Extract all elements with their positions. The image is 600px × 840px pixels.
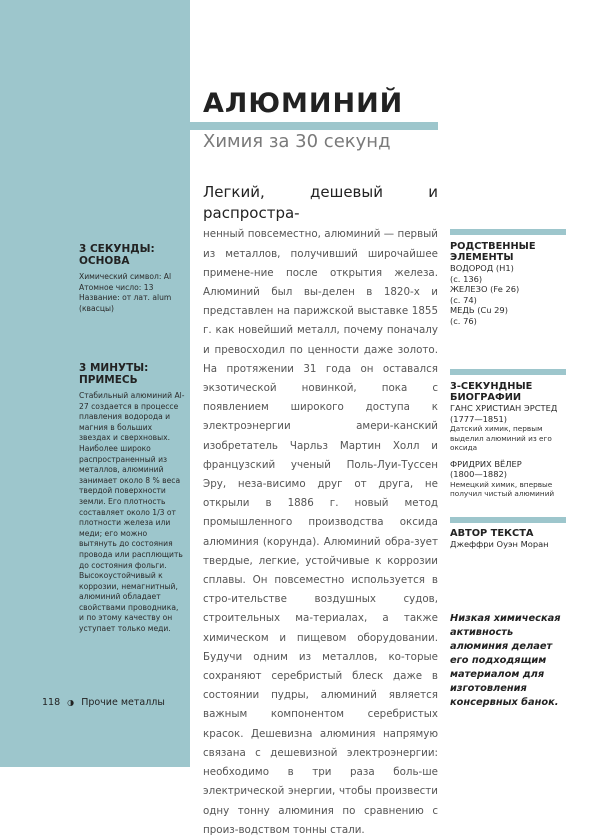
section-bar-biographies	[450, 369, 566, 375]
main-body-text: ненный повсеместно, алюминий — первый из металлов, получивший широчайшее примене-ние после открытия железа. Алюминий был вы-делен в 1820-х и представлен на парижской выставке 1855 г. как новейший металл, почему поначалу и превосходил по ценности даже золото. На протяжении 31 года он оставался экзотической новинкой, пока с появлением широкого доступа к электроэнергии амери-канский изобретатель Чарльз Мартин Холл и французский ученый Поль-Луи-Туссен Эру, неза-висимо друг от друга, не открыли в 1886 г. новый метод промышленного производства оксида алюминия (корунда). Алюминий обра-зует твердые, легкие, устойчивые к коррозии сплавы. Он повсеместно используется в стро-ительстве воздушных судов, строительных ма-териалах, а также химическом и пищевом оборудовании. Будучи одним из металлов, ко-торые сохраняют серебристый блеск даже в состоянии пудры, алюминий является важным компонентом серебристых красок. Дешевизна алюминия напрямую связана с дешевизной электроэнергии: необходимо в три раза боль-ше электрической энергии, чтобы произвести одну тонну алюминия по сравнению с произ-водством тонны стали.	[203, 228, 438, 836]
bio-years: (1800—1882)	[450, 469, 508, 480]
chemical-symbol: Химический символ: Al	[79, 272, 172, 281]
admixture-text: Стабильный алюминий Al-27 создается в процессе плавления водорода и магния в больших звездах и сверхновых. Наиболее широко распространенный из металлов, алюминий занимает около 8 % веса твердой поверхности земли. Его плотность составляет около 1/3 от плотности железа или меди; его можно вытянуть до состояния провода или расплющить до состояния фольги. Высокоустойчивый к коррозии, немагнитный, алюминий обладает свойствами проводника, и по этому качеству он уступает только меди.	[79, 391, 185, 634]
biographies-title: 3-СЕКУНДНЫЕ БИОГРАФИИ	[450, 381, 533, 403]
section-name: Прочие металлы	[81, 697, 165, 708]
section-bar-author	[450, 517, 566, 523]
related-element-page: (с. 136)	[450, 273, 483, 284]
related-elements-title: РОДСТВЕННЫЕ ЭЛЕМЕНТЫ	[450, 241, 536, 263]
related-element-page: (с. 76)	[450, 315, 477, 326]
lead-text: Легкий, дешевый и распростра-	[203, 183, 438, 223]
biographies-section	[450, 381, 568, 505]
page-title: АЛЮМИНИЙ	[203, 88, 404, 119]
section-bar-admixture	[79, 351, 190, 358]
page-subtitle: Химия за 30 секунд	[203, 131, 391, 152]
element-name-origin: Название: от лат. alum (квасцы)	[79, 293, 172, 313]
section-title-admixture: 3 МИНУТЫ: ПРИМЕСЬ	[79, 362, 149, 386]
bio-name: ФРИДРИХ ВЁЛЕР	[450, 458, 522, 469]
section-bar-related	[450, 229, 566, 235]
sidebar-section-basics	[79, 243, 185, 314]
author-title: АВТОР ТЕКСТА	[450, 528, 534, 539]
bio-description: Датский химик, первым выделил алюминий из его оксида	[450, 424, 552, 453]
related-element-name: МЕДЬ (Cu 29)	[450, 305, 508, 315]
section-title-basics: 3 СЕКУНДЫ: ОСНОВА	[79, 243, 155, 267]
bio-description: Немецкий химик, впервые получил чистый алюминий	[450, 479, 555, 499]
bio-years: (1777—1851)	[450, 413, 508, 424]
image-caption: Низкая химическая активность алюминия делает его подходящим материалом для изготовления консервных банок.	[450, 613, 561, 708]
author-section	[450, 528, 568, 550]
half-circle-icon: ◑	[67, 698, 75, 707]
related-element-name: ВОДОРОД (H1)	[450, 263, 514, 273]
related-element-name: ЖЕЛЕЗО (Fe 26)	[450, 284, 520, 294]
main-text	[203, 183, 438, 840]
title-bar	[190, 122, 438, 130]
bio-name: ГАНС ХРИСТИАН ЭРСТЕД	[450, 403, 558, 413]
sidebar-section-admixture	[79, 362, 185, 635]
related-element-page: (с. 74)	[450, 294, 477, 305]
section-bar-basics	[79, 233, 190, 240]
related-elements-section	[450, 241, 568, 326]
author-name: Джеффри Оуэн Моран	[450, 539, 549, 549]
page-footer	[42, 697, 165, 708]
page-number: 118	[42, 697, 61, 708]
atomic-number: Атомное число: 13	[79, 282, 154, 292]
